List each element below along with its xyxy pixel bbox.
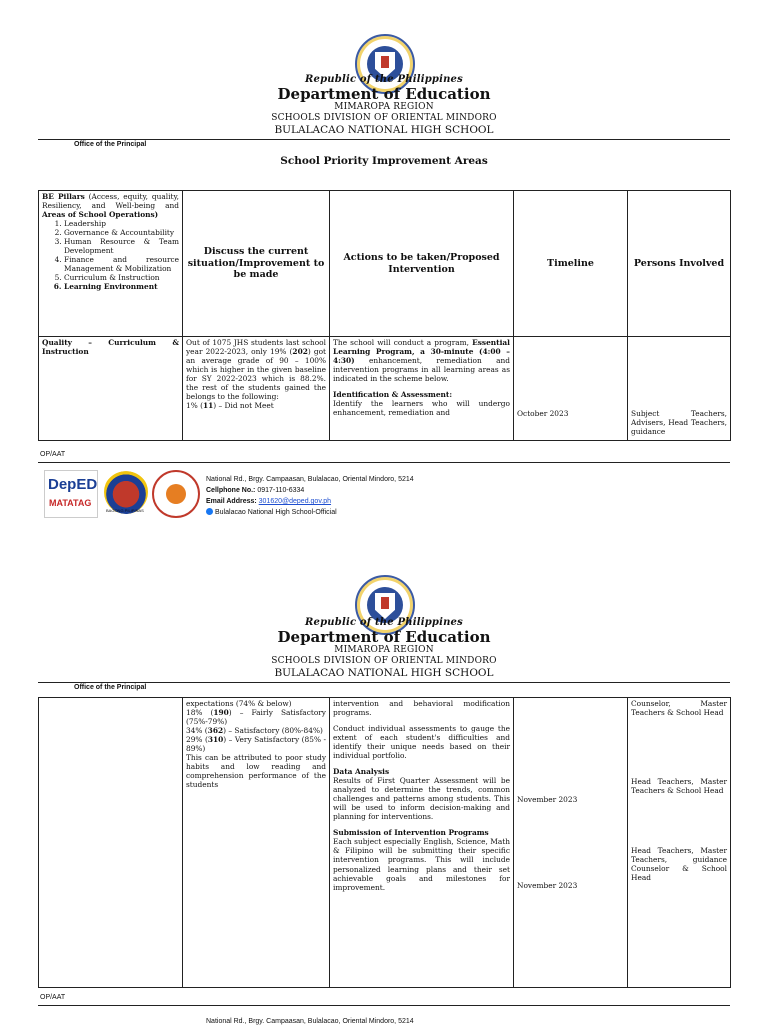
footer-rule xyxy=(38,462,730,463)
facebook-page[interactable]: Bulalacao National High School-Official xyxy=(215,509,337,516)
timeline-header: Timeline xyxy=(514,191,628,337)
persons-cell: Subject Teachers, Advisers, Head Teachers, guidance xyxy=(628,337,731,441)
deped-matatag-logo: DepED MATATAG xyxy=(44,470,98,518)
school-seal-logo xyxy=(152,470,200,518)
priority-table-page1 xyxy=(38,190,731,441)
table-row xyxy=(39,337,731,441)
priority-table-page2 xyxy=(38,697,731,988)
pillars-list xyxy=(42,219,179,291)
contact-block xyxy=(206,1016,414,1027)
email-link[interactable]: 301620@deped.gov.ph xyxy=(258,498,332,505)
list-item: 3. Human Resource & Team Development xyxy=(64,237,179,255)
region: MIMAROPA REGION xyxy=(334,645,434,655)
pillars-header-cell: BE Pillars (Access, equity, quality, Resiliency, and Well-being and Areas of School Operations) 1. Leadership 2. Governance & Accountability 3. Human Resource & Team Development 4. Finance and resource Management & Mobilization 5. Curriculum & Instruction 6. Learning Environment xyxy=(39,191,183,337)
republic-line: Republic of the Philippines xyxy=(305,74,463,85)
contact-block: National Rd., Brgy. Campaasan, Bulalacao, Oriental Mindoro, 5214 Cellphone No.: 0917-110-6334 Email Address: 301620@deped.gov.ph Bulalacao National High School-Official xyxy=(206,476,414,516)
school-name: BULALACAO NATIONAL HIGH SCHOOL xyxy=(274,667,494,679)
facebook-icon xyxy=(206,508,213,515)
division: SCHOOLS DIVISION OF ORIENTAL MINDORO xyxy=(271,113,497,123)
persons-cell: Counselor, Master Teachers & School Head Head Teachers, Master Teachers & School Head Head Teachers, Master Teachers, guidance Counselor & School Head xyxy=(628,698,731,988)
persons-header: Persons Involved xyxy=(628,191,731,337)
situation-line: expectations (74% & below) xyxy=(186,699,292,708)
division: SCHOOLS DIVISION OF ORIENTAL MINDORO xyxy=(271,656,497,666)
situation-line: 34% (362) – Satisfactory (80%-84%) xyxy=(186,726,323,736)
area-cell xyxy=(39,698,183,988)
situation-cell xyxy=(183,698,330,988)
list-item: 5. Curriculum & Instruction xyxy=(64,273,179,282)
area-cell: Quality – Curriculum & Instruction xyxy=(39,337,183,441)
timeline-cell: November 2023 November 2023 xyxy=(514,698,628,988)
address: National Rd., Brgy. Campaasan, Bulalacao, Oriental Mindoro, 5214 xyxy=(206,476,414,483)
footer-rule xyxy=(38,1005,730,1006)
situation-line: 29% (310) – Very Satisfactory (85% - 89%) xyxy=(186,735,326,754)
list-item: 4. Finance and resource Management & Mobilization xyxy=(64,255,179,273)
table-header-row xyxy=(39,191,731,337)
list-item: 1. Leadership xyxy=(64,219,179,228)
actions-header: Actions to be taken/Proposed Intervention xyxy=(330,191,514,337)
list-item: 2. Governance & Accountability xyxy=(64,228,179,237)
action-cell: The school will conduct a program, Essential Learning Program, a 30-minute (4:00 – 4:30) enhancement, remediation and intervention programs in all learning areas as indicated in the scheme below. Identification & Assessment: Identify the learners who will undergo enhancement, remediation and xyxy=(330,337,514,441)
situation-cell: Out of 1075 JHS students last school year 2022-2023, only 19% (202) got an average grade of 90 – 100% which is higher in the given baseline for SY 2022-2023 which is 88.2%. the rest of the students gained the belongs to the following: 1% (11) – Did not Meet xyxy=(183,337,330,441)
action-cell: intervention and behavioral modification programs. Conduct individual assessments to gauge the extent of each student's difficulties and identify their unique needs based on their individual portfolio. Data Analysis Results of First Quarter Assessment will be analyzed to determine the trends, common challenges and patterns among students. This will be used to inform decision-making and planning for interventions. Submission of Intervention Programs Each subject especially English, Science, Math & Filipino will be submitting their specific intervention programs. This will include personalized learning plans and their set achievable goals and milestones for improvement. xyxy=(330,698,514,988)
situation-header: Discuss the current situation/Improvement to be made xyxy=(183,191,330,337)
republic-line: Republic of the Philippines xyxy=(305,617,463,628)
footer-tag: OP/AAT xyxy=(40,994,66,1001)
situation-line: This can be attributed to poor study habits and low reading and comprehension performance of the students xyxy=(186,753,326,790)
timeline-cell: October 2023 xyxy=(514,337,628,441)
header-rule xyxy=(38,682,730,683)
region: MIMAROPA REGION xyxy=(334,102,434,112)
table-row xyxy=(39,698,731,988)
department-title: Department of Education xyxy=(277,85,491,103)
department-title: Department of Education xyxy=(277,628,491,646)
office-label: Office of the Principal xyxy=(74,684,147,691)
document-title: School Priority Improvement Areas xyxy=(280,155,488,167)
office-label: Office of the Principal xyxy=(74,141,147,148)
list-item: 6. Learning Environment xyxy=(64,282,179,291)
school-name: BULALACAO NATIONAL HIGH SCHOOL xyxy=(274,124,494,136)
situation-line: 18% (190) – Fairly Satisfactory (75%-79%) xyxy=(186,708,326,727)
footer-tag: OP/AAT xyxy=(40,451,66,458)
address: National Rd., Brgy. Campaasan, Bulalacao, Oriental Mindoro, 5214 xyxy=(206,1018,414,1025)
header-rule xyxy=(38,139,730,140)
